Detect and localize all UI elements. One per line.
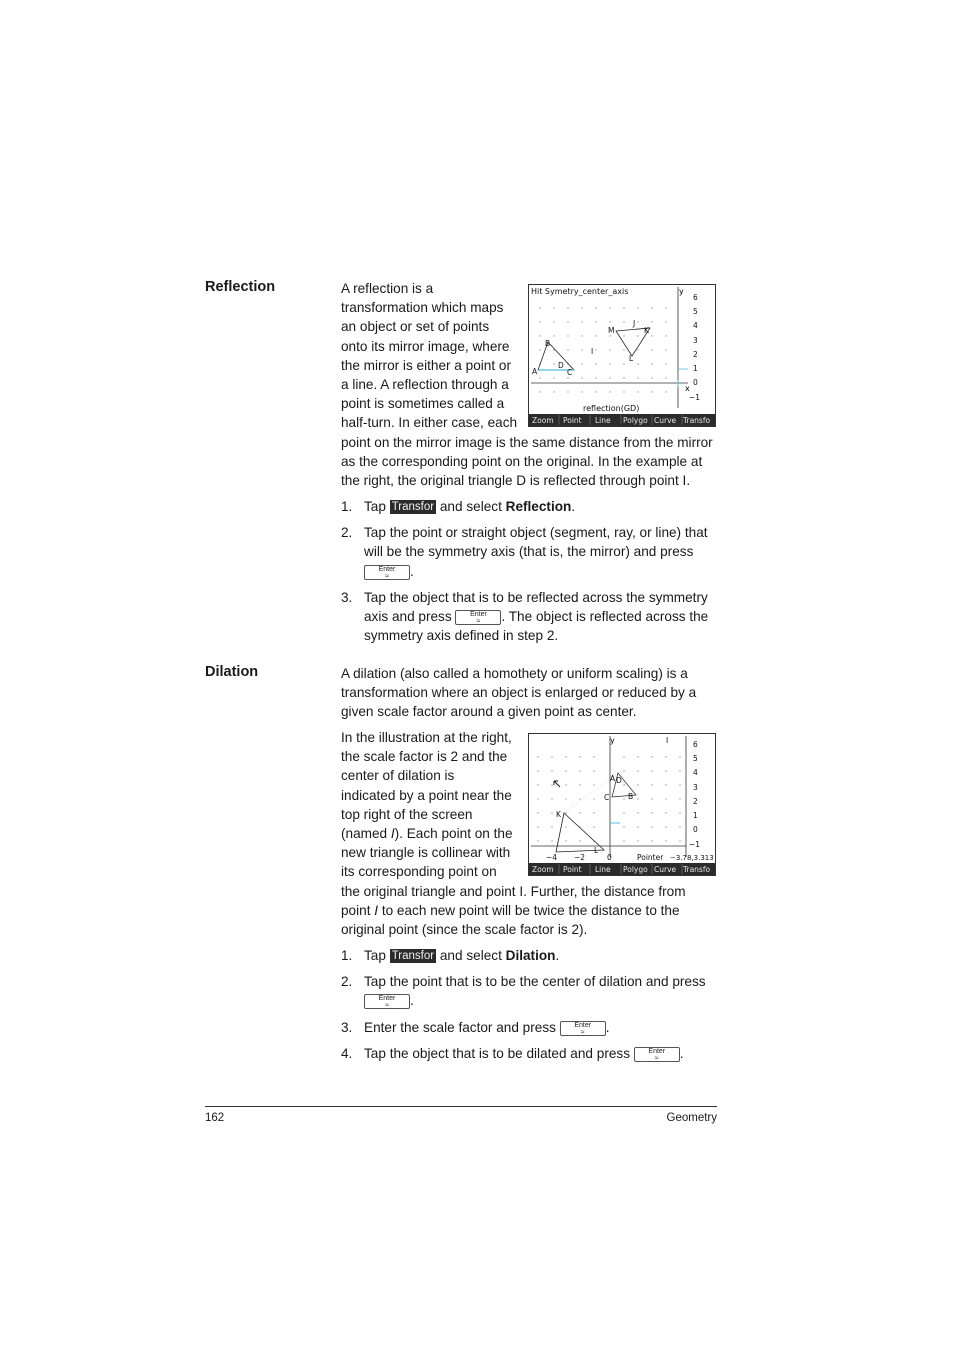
menu-polygon: Polygo	[623, 416, 648, 425]
screen-title: Hit Symetry_center_axis	[531, 287, 629, 296]
reflection-intro	[341, 279, 521, 433]
step-item	[341, 972, 716, 1010]
step-item	[341, 523, 716, 581]
enter-key[interactable]: Enter ≈	[634, 1047, 680, 1062]
step-number: 3.	[341, 1019, 353, 1035]
enter-key[interactable]: Enter ≈	[364, 565, 410, 580]
y-tick: 4	[693, 321, 698, 330]
dilation-steps	[341, 946, 716, 1070]
menu-point: Point	[563, 865, 582, 874]
y-tick: 5	[693, 307, 698, 316]
step-number: 4.	[341, 1045, 353, 1061]
y-tick: 3	[693, 783, 698, 792]
y-tick: 2	[693, 797, 698, 806]
illus-line: indicated by a point near the	[341, 787, 512, 803]
y-tick: 3	[693, 336, 698, 345]
point-label: D	[616, 776, 622, 785]
menu-choice: Dilation	[505, 948, 556, 963]
intro-line: the mirror is either a point or	[341, 357, 511, 373]
step-text: .	[410, 993, 414, 1009]
point-label: J	[633, 319, 636, 328]
step-text: Enter the scale factor and press	[364, 1019, 556, 1035]
menu-line: Line	[595, 416, 611, 425]
menu-zoom: Zoom	[532, 416, 554, 425]
y-tick: −1	[689, 840, 701, 849]
reflection-screenshot	[528, 284, 716, 427]
step-text: Tap	[364, 499, 386, 514]
illus-line: the scale factor is 2 and the	[341, 749, 508, 765]
step-text: Tap the object that is to be dilated and press	[364, 1045, 631, 1061]
screen-menu-bar	[529, 863, 715, 875]
y-tick: 5	[693, 754, 698, 763]
step-number: 1.	[341, 499, 353, 514]
intro-line: point is sometimes called a	[341, 396, 505, 412]
step-text: . The object is reflected across the symmetry axis defined in step 2.	[364, 609, 709, 644]
y-axis-label: y	[610, 736, 615, 745]
intro-line: a line. A reflection through a	[341, 377, 509, 393]
step-number: 2.	[341, 525, 353, 541]
illus-line: center of dilation is	[341, 768, 455, 784]
step-number: 1.	[341, 948, 353, 963]
reflection-steps	[341, 497, 716, 652]
step-text: Tap the point or straight object (segment, ray, or line) that will be the symmetry axis (that is, the mirror) and press	[364, 525, 708, 560]
transform-softkey[interactable]: Transfor	[391, 950, 435, 962]
point-label: A	[532, 367, 538, 376]
step-text: .	[410, 563, 414, 579]
point-label: A	[610, 774, 616, 783]
menu-transfo: Transfo	[683, 416, 711, 425]
reflection-heading: Reflection	[205, 279, 276, 295]
dilation-illustration-tail: the original triangle and point I. Further, the distance from point I to each new point will be twice the distance to the original point (since the scale factor is 2).	[341, 884, 686, 938]
step-text: .	[555, 948, 560, 963]
step-text: and select	[439, 499, 502, 514]
step-text: .	[679, 1045, 684, 1061]
step-text: and select	[439, 948, 502, 963]
intro-line: half-turn. In either case, each	[341, 415, 518, 431]
step-text: Tap	[364, 948, 386, 963]
y-axis-label: y	[679, 287, 684, 296]
y-tick: 0	[693, 825, 698, 834]
dilation-screenshot	[528, 733, 716, 876]
x-tick: −4	[546, 853, 558, 862]
reflection-intro-tail: point on the mirror image is the same distance from the mirror as the corresponding point on the original. In the example at the right, the original triangle D is reflected through point I.	[341, 435, 713, 489]
dilation-illustration-text	[341, 728, 521, 882]
intro-line: onto its mirror image, where	[341, 338, 510, 354]
step-number: 2.	[341, 974, 353, 990]
intro-line: transformation which maps	[341, 300, 504, 316]
x-tick: −2	[574, 853, 586, 862]
point-label: B	[628, 792, 634, 801]
footer-rule	[205, 1106, 717, 1107]
page-number: 162	[205, 1112, 225, 1124]
step-text: Tap the object that is to be reflected across the symmetry axis and press	[364, 589, 708, 625]
point-label: D	[558, 361, 564, 370]
transform-softkey[interactable]: Transfor	[391, 501, 435, 513]
pointer-value: −3.78,3.313	[670, 854, 714, 862]
y-tick: 1	[693, 811, 698, 820]
point-label: K	[644, 326, 649, 335]
intro-line: an object or set of points	[341, 319, 490, 335]
step-item	[341, 1018, 716, 1037]
step-text: .	[605, 1019, 610, 1035]
intro-line: A reflection is a	[341, 281, 434, 296]
illus-line: (named I). Each point on the	[341, 826, 513, 842]
enter-key[interactable]: Enter ≈	[364, 994, 410, 1009]
menu-line: Line	[595, 865, 611, 874]
dilation-heading: Dilation	[205, 664, 259, 680]
screen-menu-bar	[529, 414, 715, 426]
point-label: I	[591, 347, 594, 356]
y-tick: 4	[693, 768, 698, 777]
point-label: M	[608, 326, 615, 335]
step-number: 3.	[341, 589, 353, 605]
chapter-name: Geometry	[666, 1112, 717, 1124]
illus-line: new triangle is collinear with	[341, 845, 511, 861]
step-item	[341, 497, 716, 516]
y-tick: 1	[693, 364, 698, 373]
enter-key[interactable]: Enter ≈	[455, 610, 501, 625]
command-line: reflection(GD)	[583, 404, 640, 413]
y-tick: 0	[693, 378, 698, 387]
dilation-intro: A dilation (also called a homothety or uniform scaling) is a transformation where an object is enlarged or reduced by a given scale factor around a given point as center.	[341, 666, 697, 720]
x-tick: 0	[607, 853, 612, 862]
menu-curve: Curve	[654, 865, 677, 874]
y-tick: 6	[693, 293, 698, 302]
illus-line: In the illustration at the right,	[341, 730, 512, 745]
x-axis-label: x	[685, 384, 690, 393]
step-item	[341, 946, 716, 965]
pointer-label: Pointer	[637, 853, 664, 862]
menu-point: Point	[563, 416, 582, 425]
y-tick: −1	[689, 393, 701, 402]
point-label: L	[594, 846, 599, 855]
step-item	[341, 1044, 716, 1063]
step-text: .	[571, 499, 576, 514]
enter-key[interactable]: Enter ≈	[560, 1021, 606, 1036]
point-label: K	[556, 810, 561, 819]
illus-line: top right of the screen	[341, 806, 473, 822]
y-tick: 2	[693, 350, 698, 359]
illus-line: its corresponding point on	[341, 864, 497, 880]
point-label: B	[545, 339, 551, 348]
menu-zoom: Zoom	[532, 865, 554, 874]
menu-curve: Curve	[654, 416, 677, 425]
point-label: L	[629, 354, 634, 363]
point-label: C	[604, 793, 610, 802]
point-label: C	[567, 368, 573, 377]
menu-transfo: Transfo	[683, 865, 711, 874]
step-text: Tap the point that is to be the center of dilation and press	[364, 974, 706, 990]
step-item	[341, 588, 716, 646]
menu-polygon: Polygo	[623, 865, 648, 874]
y-tick: 6	[693, 740, 698, 749]
point-label: I	[666, 736, 669, 745]
menu-choice: Reflection	[505, 499, 572, 514]
